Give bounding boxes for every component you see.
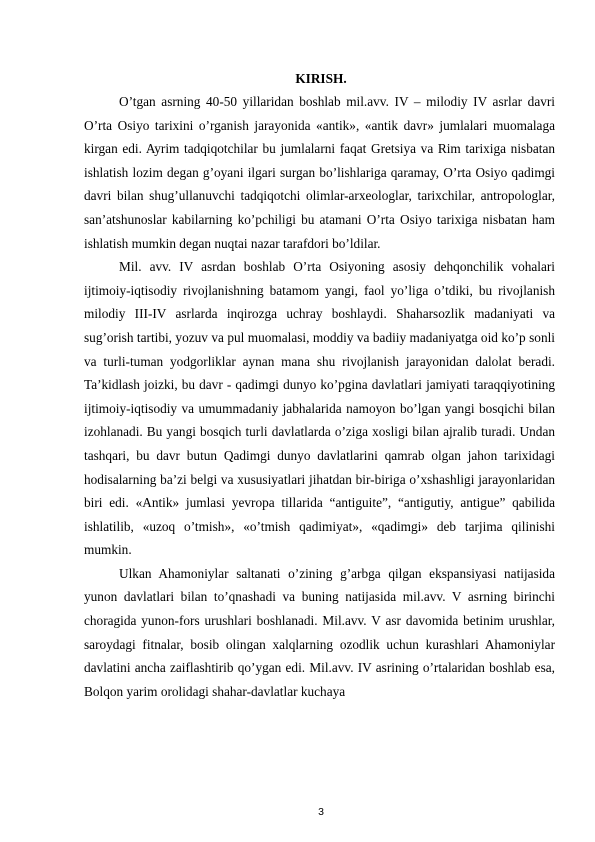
paragraph-3	[84, 562, 555, 704]
paragraph-1-text: O’tgan asrning 40-50 yillaridan boshlab mil.avv. IV – milodiy IV asrlar davri O’rta Osiyo tarixini o’rganish jarayonida «antik», «antik davr» jumlalari muomalaga kirgan edi. Ayrim tadqiqotchilar bu jumlalarni faqat Gretsiya va Rim tarixiga nisbatan ishlatish lozim degan g’oyani ilgari surgan bo’lishlariga qaramay, O’rta Osiyo qadimgi davri bilan shug’ullanuvchi tadqiqotchi olimlar-arxeologlar, tarixchilar, antropologlar, san’atshunoslar kabilarning ko’pchiligi bu atamani O’rta Osiyo tarixiga nisbatan ham ishlatish mumkin degan nuqtai nazar tarafdori bo’ldilar.	[84, 94, 555, 251]
paragraph-2-text: Mil. avv. IV asrdan boshlab O’rta Osiyoning asosiy dehqonchilik vohalari ijtimoiy-iqtisodiy rivojlanishning batamom yangi, faol yo’liga o’tdiki, bu rivojlanish milodiy III-IV asrlarda inqirozga uchray boshlaydi. Shaharsozlik madaniyati va sug’orish tartibi, yozuv va pul muomalasi, moddiy va badiiy madaniyatga oid ko’p sonli va turli-tuman yodgorliklar aynan mana shu rivojlanish jarayonidan dalolat beradi. Ta’kidlash joizki, bu davr - qadimgi dunyo ko’pgina davlatlari jamiyati taraqqiyotining ijtimoiy-iqtisodiy va umummadaniy jabhalarida namoyon bo’lgan yangi bosqichi bilan izohlanadi. Bu yangi bosqich turli davlatlarda o’ziga xosligi bilan ajralib turadi. Undan tashqari, bu davr butun Qadimgi dunyo davlatlarini qamrab olgan jahon tarixidagi hodisalarning ba’zi belgi va xususiyatlari jihatdan bir-biriga o’xshashligi jarayonlaridan biri edi. «Antik» jumlasi yevropa tillarida “antiguite”, “antigutiy, antigue” qabilida ishlatilib, «uzoq o’tmish», «o’tmish qadimiyat», «qadimgi» deb tarjima qilinishi mumkin.	[84, 259, 555, 558]
paragraph-2	[84, 255, 555, 562]
paragraph-1	[84, 90, 555, 255]
page-title: KIRISH.	[295, 71, 347, 86]
page-number: 3	[318, 806, 324, 818]
body-text	[84, 90, 555, 703]
paragraph-3-text: Ulkan Ahamoniylar saltanati o’zining g’arbga qilgan ekspansiyasi natijasida yunon davlatlari bilan to’qnashadi va buning natijasida mil.avv. V asrning birinchi choragida yunon-fors urushlari boshlanadi. Mil.avv. V asr davomida betinim urushlar, saroydagi fitnalar, bosib olingan xalqlarning ozodlik uchun kurashlari Ahamoniylar davlatini ancha zaiflashtirib qo’ygan edi. Mil.avv. IV asrining o’rtalaridan boshlab esa, Bolqon yarim orolidagi shahar-davlatlar kuchaya	[84, 565, 555, 699]
